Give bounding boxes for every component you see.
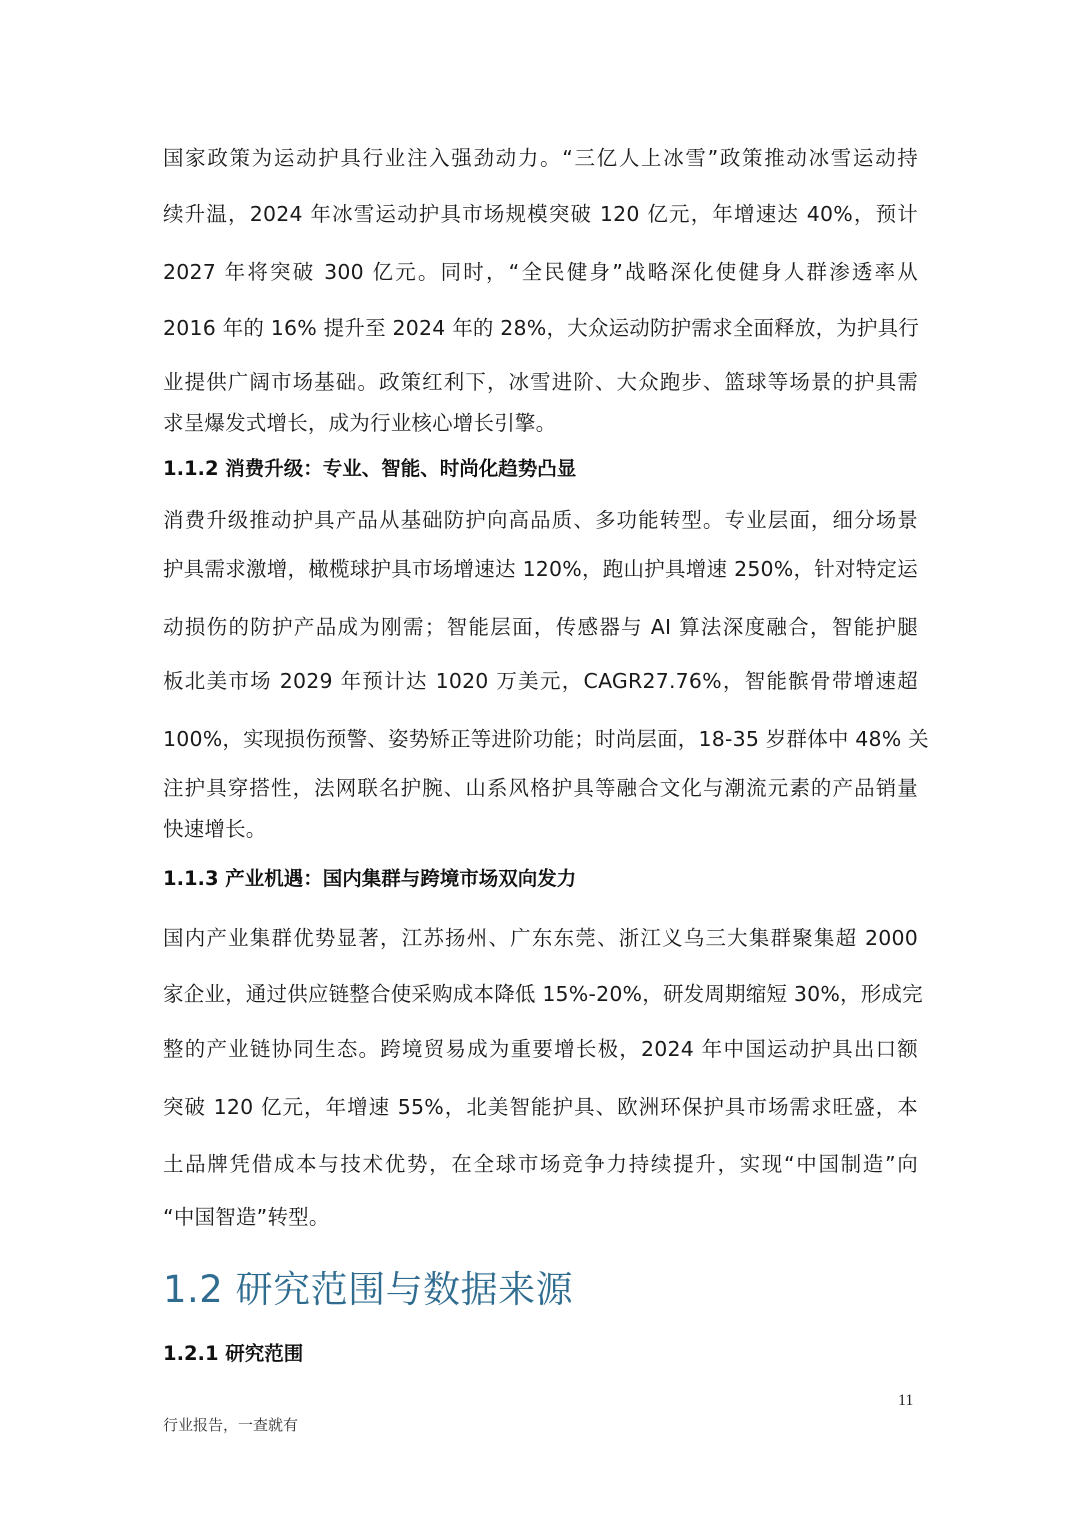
paragraph-line: 家企业，通过供应链整合使采购成本降低 15%-20%，研发周期缩短 30%，形成完 [163, 982, 923, 1006]
paragraph-line: 护具需求激增，橄榄球护具市场增速达 120%，跑山护具增速 250%，针对特定运 [163, 557, 918, 581]
page-number: 11 [898, 1392, 914, 1409]
paragraph-line: 2027 年将突破 300 亿元。同时，“全民健身”战略深化使健身人群渗透率从 [163, 260, 918, 284]
paragraph-line: 业提供广阔市场基础。政策红利下，冰雪进阶、大众跑步、篮球等场景的护具需 [163, 370, 918, 394]
paragraph-line: 突破 120 亿元，年增速 55%，北美智能护具、欧洲环保护具市场需求旺盛，本 [163, 1095, 918, 1119]
paragraph-line: 续升温，2024 年冰雪运动护具市场规模突破 120 亿元，年增速达 40%，预计 [163, 202, 918, 226]
paragraph-line: 动损伤的防护产品成为刚需；智能层面，传感器与 AI 算法深度融合，智能护腿 [163, 615, 918, 639]
paragraph-line: 快速增长。 [163, 817, 267, 841]
paragraph-line: 2016 年的 16% 提升至 2024 年的 28%，大众运动防护需求全面释放，为护具行 [163, 316, 920, 340]
paragraph-line: 土品牌凭借成本与技术优势，在全球市场竞争力持续提升，实现“中国制造”向 [163, 1152, 918, 1176]
paragraph-line: 消费升级推动护具产品从基础防护向高品质、多功能转型。专业层面，细分场景 [163, 508, 918, 532]
paragraph-line: 注护具穿搭性，法网联名护腕、山系风格护具等融合文化与潮流元素的产品销量 [163, 776, 918, 800]
paragraph-line: 板北美市场 2029 年预计达 1020 万美元，CAGR27.76%，智能髌骨带增速超 [163, 669, 918, 693]
section-heading-1-2-1: 1.2.1 研究范围 [163, 1342, 304, 1365]
paragraph-line: 整的产业链协同生态。跨境贸易成为重要增长极，2024 年中国运动护具出口额 [163, 1037, 918, 1061]
paragraph-line: 100%，实现损伤预警、姿势矫正等进阶功能；时尚层面，18-35 岁群体中 48% 关 [163, 727, 929, 751]
paragraph-line: 国内产业集群优势显著，江苏扬州、广东东莞、浙江义乌三大集群聚集超 2000 [163, 926, 918, 950]
section-heading-1-2: 1.2 研究范围与数据来源 [163, 1268, 574, 1311]
paragraph-line: 国家政策为运动护具行业注入强劲动力。“三亿人上冰雪”政策推动冰雪运动持 [163, 146, 918, 170]
paragraph-line: 求呈爆发式增长，成为行业核心增长引擎。 [163, 411, 557, 435]
footer-text: 行业报告，一查就有 [163, 1416, 299, 1434]
paragraph-line: “中国智造”转型。 [163, 1205, 330, 1229]
section-heading-1-1-3: 1.1.3 产业机遇：国内集群与跨境市场双向发力 [163, 867, 577, 890]
section-heading-1-1-2: 1.1.2 消费升级：专业、智能、时尚化趋势凸显 [163, 457, 577, 480]
